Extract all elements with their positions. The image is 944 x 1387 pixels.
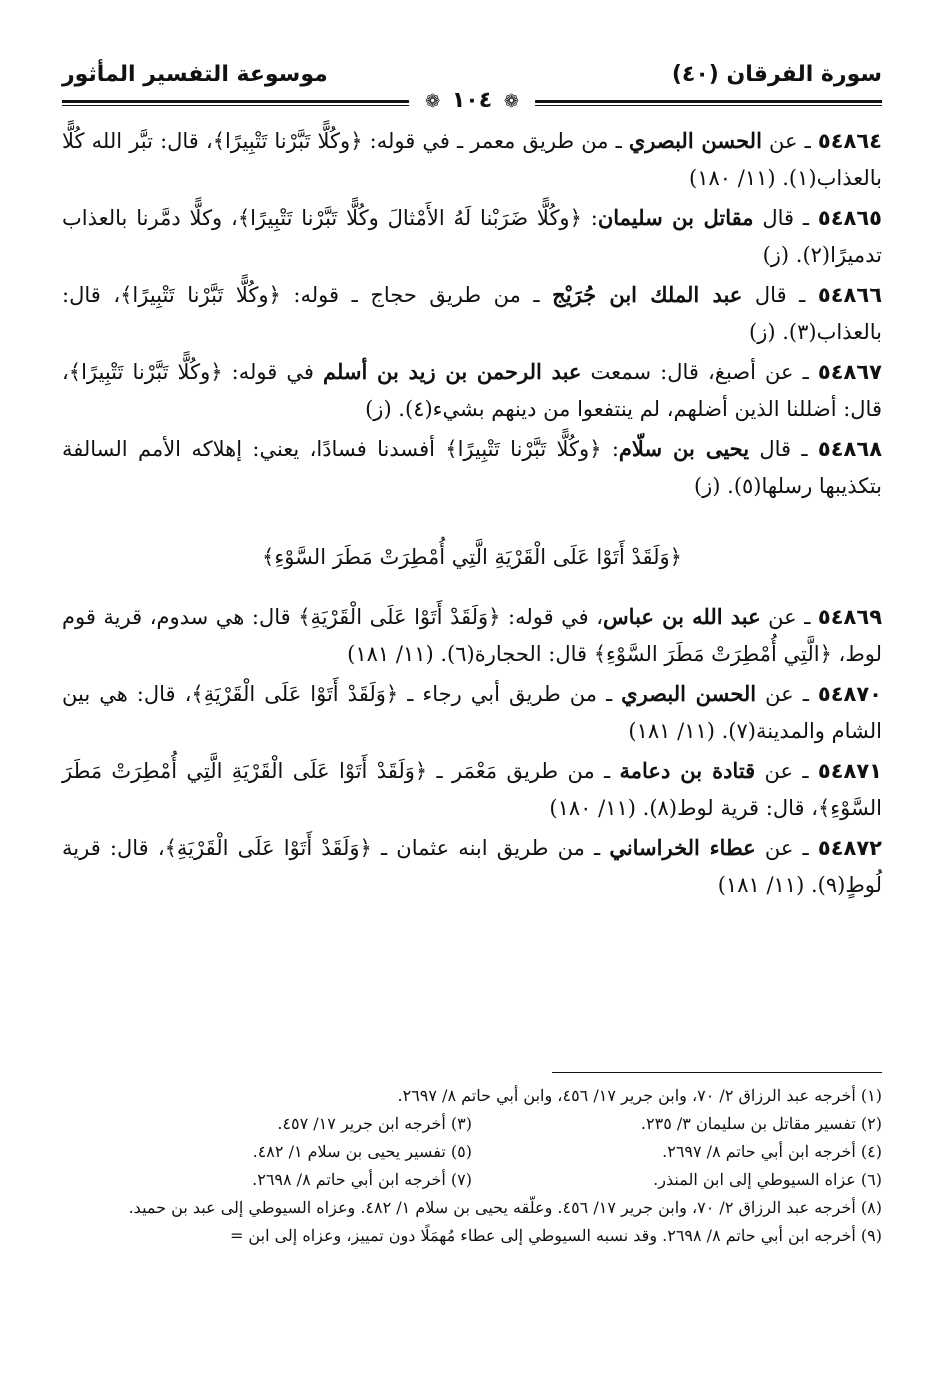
footnote-row [62, 1166, 882, 1194]
narrator-name: الحسن البصري [628, 128, 762, 153]
narrator-name: الحسن البصري [621, 681, 757, 706]
entry-text: ـ من طريق حجاج ـ قوله: ﴿وكُلًّا تَبَّرْنا تَتْبِيرًا﴾، قال: بالعذاب(٣). (ز) [62, 283, 882, 344]
entry-lead: ـ عن أصبغ، قال: سمعت [581, 360, 818, 384]
footnote-rule [552, 1072, 882, 1073]
entry-lead: ـ قال [742, 283, 818, 307]
footnote: (٦) عزاه السيوطي إلى ابن المنذر. [653, 1170, 882, 1189]
entry-number: ٥٤٨٧٠ [817, 682, 882, 706]
narrator-name: عبد الله بن عباس [603, 604, 761, 629]
narrator-name: عبد الملك ابن جُرَيْج [552, 282, 743, 307]
entry [62, 199, 882, 274]
entry-lead: ـ عن [755, 759, 818, 783]
entry-text: ـ من طريق أبي رجاء ـ ﴿وَلَقَدْ أَتَوْا عَلَى الْقَرْيَةِ﴾، قال: هي بين الشام والمدينة(٧). (١١/ ١٨١) [62, 682, 882, 743]
entry-text: ، في قوله: ﴿وَلَقَدْ أَتَوْا عَلَى الْقَرْيَةِ﴾ قال: هي سدوم، قرية قوم لوط، ﴿الَّتِي أُمْطِرَتْ مَطَرَ السَّوْءِ﴾ قال: الحجارة(٦). (١١/ ١٨١) [62, 605, 882, 666]
narrator-name: مقاتل بن سليمان [597, 205, 754, 230]
narrator-name: قتادة بن دعامة [619, 758, 756, 783]
book-title: موسوعة التفسير المأثور [62, 62, 328, 87]
entry [62, 675, 882, 750]
entry-lead: ـ عن [761, 129, 818, 153]
footnote: (٨) أخرجه عبد الرزاق ٢/ ٧٠، وابن جرير ١٧/ ٤٥٦. وعلّقه يحيى بن سلام ١/ ٤٨٢. وعزاه السيوطي إلى عبد بن حميد. [128, 1198, 882, 1217]
footnote: (١) أخرجه عبد الرزاق ٢/ ٧٠، وابن جرير ١٧/ ٤٥٦، وابن أبي حاتم ٨/ ٢٦٩٧. [397, 1086, 882, 1105]
entry-number: ٥٤٨٦٨ [817, 437, 883, 461]
entry-number: ٥٤٨٧٢ [817, 836, 882, 860]
entry-number: ٥٤٨٦٥ [817, 206, 882, 230]
narrator-name: عبد الرحمن بن زيد بن أسلم [322, 359, 582, 384]
page-header [62, 52, 882, 112]
ornament-icon: ❁ [503, 91, 519, 112]
entry-text: ـ من طريق ابنه عثمان ـ ﴿وَلَقَدْ أَتَوْا عَلَى الْقَرْيَةِ﴾، قال: قرية لُوطٍ(٩). (١١/ ١٨١) [62, 836, 882, 897]
footnote: (٥) تفسير يحيى بن سلام ١/ ٤٨٢. [252, 1142, 472, 1161]
surah-title: سورة الفرقان (٤٠) [671, 62, 882, 87]
entry-lead: ـ عن [760, 605, 818, 629]
entry-text: ـ من طريق معمر ـ في قوله: ﴿وكُلًّا تَبَّرْنا تَتْبِيرًا﴾، قال: تبَّر الله كُلًّا بالعذاب(١). (١١/ ١٨٠) [62, 129, 882, 190]
entry [62, 276, 882, 351]
footnote-row [62, 1138, 882, 1166]
entry-number: ٥٤٨٦٤ [817, 129, 882, 153]
narrator-name: يحيى بن سلّام [618, 436, 750, 461]
page-number-text: ١٠٤ [451, 88, 493, 113]
entry-text: : ﴿وكُلًّا ضَرَبْنا لَهُ الأَمْثالَ وكُلًّا تَبَّرْنا تَتْبِيرًا﴾، وكلًّا دمَّرنا بالعذاب تدميرًا(٢). (ز) [62, 206, 882, 267]
footnote: (٣) أخرجه ابن جرير ١٧/ ٤٥٧. [277, 1114, 472, 1133]
footnote: (٤) أخرجه ابن أبي حاتم ٨/ ٢٦٩٧. [662, 1142, 882, 1161]
entry-lead: ـ عن [755, 836, 818, 860]
entry [62, 353, 882, 428]
page-number [409, 88, 535, 113]
entry [62, 598, 882, 673]
entry-lead: ـ قال [749, 437, 818, 461]
entry [62, 430, 882, 505]
footnote: (٢) تفسير مقاتل بن سليمان ٣/ ٢٣٥. [640, 1114, 882, 1133]
narrator-name: عطاء الخراساني [609, 835, 756, 860]
entry-lead: ـ عن [756, 682, 818, 706]
entry [62, 122, 882, 197]
entry-text: : ﴿وكُلًّا تَبَّرْنا تَتْبِيرًا﴾ أفسدنا فسادًا، يعني: إهلاكه الأمم السالفة بتكذيبها رسلها(٥). (ز) [62, 437, 882, 498]
footnote-row [62, 1110, 882, 1138]
main-text [62, 122, 882, 906]
verse-heading: ﴿وَلَقَدْ أَتَوْا عَلَى الْقَرْيَةِ الَّتِي أُمْطِرَتْ مَطَرَ السَّوْءِ﴾ [262, 545, 682, 569]
ornament-icon: ❁ [425, 91, 441, 112]
entry-lead: ـ قال [753, 206, 818, 230]
entry [62, 829, 882, 904]
entry-number: ٥٤٨٦٦ [817, 283, 883, 307]
entry [62, 752, 882, 827]
entry-number: ٥٤٨٦٩ [817, 605, 883, 629]
entry-number: ٥٤٨٧١ [817, 759, 882, 783]
entry-number: ٥٤٨٦٧ [817, 360, 882, 384]
footnotes [62, 1082, 882, 1250]
entry-text: في قوله: ﴿وكُلًّا تَبَّرْنا تَتْبِيرًا﴾، قال: أضللنا الذين أضلهم، لم ينتفعوا من دينهم بشيء(٤). (ز) [62, 360, 882, 421]
entry-text: ـ من طريق مَعْمَر ـ ﴿وَلَقَدْ أَتَوْا عَلَى الْقَرْيَةِ الَّتِي أُمْطِرَتْ مَطَرَ السَّوْءِ﴾، قال: قرية لوط(٨). (١١/ ١٨٠) [62, 759, 882, 820]
footnote: (٧) أخرجه ابن أبي حاتم ٨/ ٢٦٩٨. [252, 1170, 472, 1189]
footnote: (٩) أخرجه ابن أبي حاتم ٨/ ٢٦٩٨. وقد نسبه السيوطي إلى عطاء مُهمَلًا دون تمييز، وعزاه إلى ابن = [229, 1226, 882, 1245]
